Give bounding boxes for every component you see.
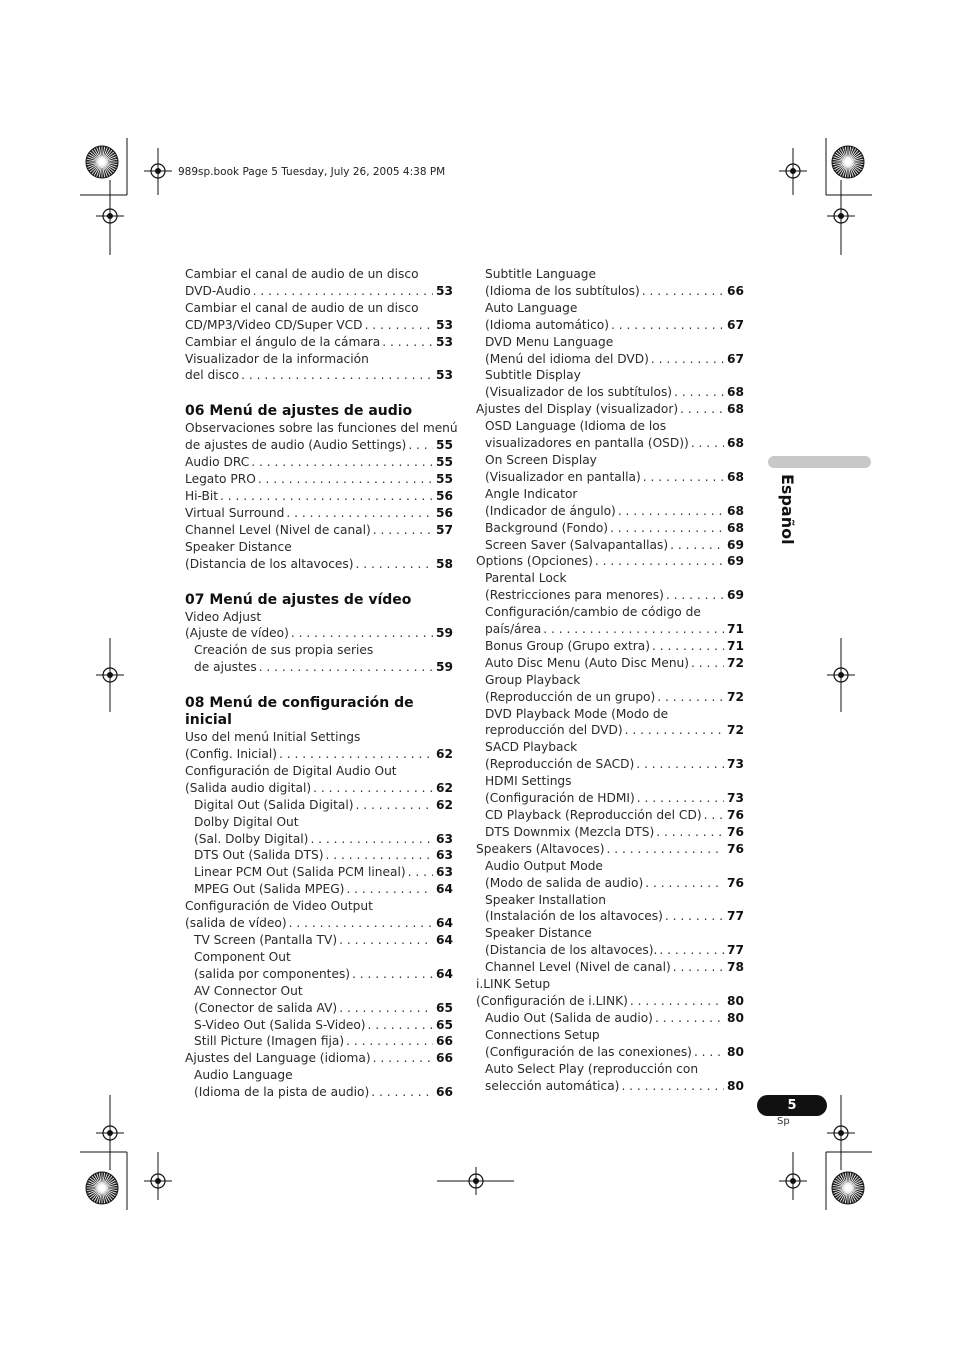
language-tab (768, 456, 871, 468)
toc-text-line: i.LINK Setup (476, 977, 551, 992)
toc-entry-page: 62 (436, 780, 453, 795)
dot-leader (220, 488, 433, 505)
toc-text-line: Component Out (194, 949, 291, 964)
toc-entry-title: de ajustes (194, 660, 257, 675)
toc-entry (185, 1017, 453, 1034)
toc-text-line: Group Playback (485, 672, 581, 687)
toc-entry-page: 56 (436, 505, 453, 520)
dot-leader (643, 469, 724, 486)
toc-entry (476, 875, 744, 892)
toc-entry-page: 71 (727, 638, 744, 653)
toc-text-line: HDMI Settings (485, 774, 572, 789)
toc-column-right (476, 266, 744, 1094)
toc-entry (185, 746, 453, 763)
toc-entry-page: 77 (727, 943, 744, 958)
toc-entry (476, 1044, 744, 1061)
dot-leader (356, 556, 434, 573)
toc-entry-page: 64 (436, 916, 453, 931)
toc-text-line: Cambiar el canal de audio de un disco (185, 267, 419, 281)
toc-entry-title: (Configuración de i.LINK) (476, 993, 628, 1008)
toc-entry-title: visualizadores en pantalla (OSD)) (485, 436, 689, 451)
toc-entry-page: 69 (727, 588, 744, 603)
toc-entry (476, 824, 744, 841)
toc-entry-title: (Visualizador de los subtítulos) (485, 385, 673, 400)
toc-entry-title: CD Playback (Reproducción del CD) (485, 808, 702, 822)
toc-entry-title: Linear PCM Out (Salida PCM lineal) (194, 865, 406, 880)
toc-entry-page: 64 (436, 966, 453, 981)
toc-entry-page: 68 (727, 503, 744, 518)
toc-entry (476, 587, 744, 604)
toc-entry-title: Digital Out (Salida Digital) (194, 797, 354, 812)
dot-leader (691, 655, 724, 672)
dot-leader (241, 367, 433, 384)
toc-entry-page: 73 (727, 791, 744, 806)
toc-entry-page: 65 (436, 1000, 453, 1015)
toc-entry (185, 780, 453, 797)
dot-leader (258, 471, 433, 488)
toc-entry (185, 317, 453, 334)
toc-entry (185, 454, 453, 471)
toc-entry-page: 72 (727, 723, 744, 738)
dot-leader (371, 1084, 433, 1101)
toc-text-line: Subtitle Language (485, 267, 597, 281)
toc-entry-title: (Visualizador en pantalla) (485, 469, 641, 484)
dot-leader (310, 831, 433, 848)
toc-entry-title: (Restricciones para menores) (485, 588, 664, 603)
toc-entry (476, 689, 744, 706)
toc-entry-page: 68 (727, 520, 744, 535)
toc-entry (476, 469, 744, 486)
toc-entry (185, 966, 453, 983)
toc-entry-page: 55 (436, 472, 453, 487)
toc-entry-page: 78 (727, 960, 744, 975)
toc-column-left (185, 266, 458, 1101)
section-heading: 07 Menú de ajustes de vídeo (185, 591, 412, 608)
toc-entry (476, 1010, 744, 1027)
toc-entry (185, 522, 453, 539)
toc-entry (185, 488, 453, 505)
toc-entry-title: (Distancia de los altavoces). (485, 943, 658, 958)
toc-text-line: Cambiar el canal de audio de un disco (185, 300, 419, 315)
toc-entry-page: 77 (727, 909, 744, 924)
toc-entry-title: Hi-Bit (185, 488, 219, 503)
toc-entry-page: 53 (436, 283, 453, 298)
toc-entry-page: 55 (436, 455, 453, 470)
toc-text-line: Video Adjust (185, 609, 262, 624)
toc-text-line: Speaker Distance (485, 926, 592, 941)
toc-text-line: Subtitle Display (485, 368, 581, 383)
dot-leader (291, 625, 433, 642)
toc-entry-title: Ajustes del Display (visualizador) (476, 402, 679, 417)
toc-entry-title: Screen Saver (Salvapantallas) (485, 537, 669, 552)
dot-leader (625, 722, 724, 739)
toc-entry-page: 59 (436, 660, 453, 675)
dot-leader (694, 1044, 724, 1061)
toc-entry (476, 283, 744, 300)
toc-entry (185, 797, 453, 814)
toc-entry (476, 435, 744, 452)
dot-leader (326, 847, 433, 864)
dot-leader (670, 537, 724, 554)
toc-entry-title: de ajustes de audio (Audio Settings) (185, 438, 407, 453)
dot-leader (595, 553, 724, 570)
toc-entry (476, 520, 744, 537)
page-number: 5 (757, 1095, 827, 1116)
toc-text-line: Configuración/cambio de código de (485, 605, 701, 620)
toc-text-line: Uso del menú Initial Settings (185, 730, 361, 745)
toc-entry-title: Cambiar el ángulo de la cámara (185, 334, 381, 349)
dot-leader (251, 454, 433, 471)
toc-text-line: On Screen Display (485, 452, 597, 467)
toc-text-line: Speaker Distance (185, 539, 292, 554)
toc-entry-page: 55 (436, 438, 453, 453)
toc-entry-page: 59 (436, 626, 453, 641)
toc-entry (185, 1084, 453, 1101)
toc-entry (476, 756, 744, 773)
toc-entry (476, 655, 744, 672)
dot-leader (408, 864, 433, 881)
dot-leader (365, 317, 433, 334)
toc-entry-title: (Sal. Dolby Digital) (194, 831, 309, 846)
toc-entry-title: (Config. Inicial) (185, 747, 278, 762)
dot-leader (355, 797, 433, 814)
toc-entry-title: (Ajuste de vídeo) (185, 626, 289, 641)
toc-entry-title: Still Picture (Imagen fija) (194, 1034, 345, 1049)
toc-entry-title: (Indicador de ángulo) (485, 503, 616, 518)
toc-entry (476, 401, 744, 418)
toc-entry (185, 625, 453, 642)
toc-entry-title: (Menú del idioma del DVD) (485, 351, 649, 366)
toc-text-line: DVD Menu Language (485, 334, 614, 349)
toc-entry-page: 63 (436, 831, 453, 846)
toc-entry-page: 68 (727, 385, 744, 400)
toc-entry-page: 58 (436, 556, 453, 571)
toc-entry-title: S-Video Out (Salida S-Video) (194, 1017, 366, 1032)
toc-text-line: Audio Language (194, 1068, 293, 1083)
toc-entry (185, 283, 453, 300)
toc-entry (476, 841, 744, 858)
dot-leader (253, 283, 433, 300)
dot-leader (313, 780, 433, 797)
dot-leader (691, 435, 724, 452)
dot-leader (607, 841, 725, 858)
toc-entry (185, 437, 453, 454)
toc-text-line: Auto Language (485, 300, 578, 315)
toc-entry (476, 317, 744, 334)
toc-entry-page: 66 (436, 1034, 453, 1049)
toc-entry (476, 384, 744, 401)
toc-entry-page: 72 (727, 655, 744, 670)
dot-leader (656, 824, 724, 841)
toc-entry-page: 72 (727, 689, 744, 704)
toc-entry-page: 71 (727, 622, 744, 637)
toc-text-line: Auto Select Play (reproducción con (485, 1061, 699, 1076)
toc-entry (185, 556, 453, 573)
dot-leader (339, 932, 433, 949)
toc-entry-page: 68 (727, 469, 744, 484)
toc-entry-page: 76 (727, 824, 744, 839)
toc-entry-page: 62 (436, 747, 453, 762)
toc-entry-page: 64 (436, 933, 453, 947)
toc-text-line: Angle Indicator (485, 486, 578, 501)
toc-entry (476, 722, 744, 739)
dot-leader (704, 807, 724, 824)
toc-entry-title: (Idioma de la pista de audio) (194, 1085, 370, 1100)
page-sublabel: Sp (777, 1116, 790, 1127)
toc-entry-page: 76 (727, 875, 744, 890)
toc-entry-page: 80 (727, 1078, 744, 1093)
dot-leader (637, 790, 724, 807)
toc-entry-title: (Conector de salida AV) (194, 1000, 338, 1015)
dot-leader (651, 351, 724, 368)
toc-entry-title: reproducción del DVD) (485, 723, 623, 738)
toc-entry-page: 68 (727, 402, 744, 417)
toc-entry-title: país/área (485, 622, 542, 637)
toc-entry (185, 831, 453, 848)
toc-entry-title: DVD-Audio (185, 283, 251, 298)
section-heading: 08 Menú de configuración de inicial (185, 695, 414, 729)
toc-entry-title: (Instalación de los altavoces) (485, 909, 663, 924)
toc-entry (185, 659, 453, 676)
toc-text-line: Audio Output Mode (485, 858, 603, 873)
toc-entry-page: 66 (727, 283, 744, 298)
toc-entry-page: 80 (727, 1044, 744, 1059)
dot-leader (665, 908, 724, 925)
toc-entry (185, 915, 453, 932)
toc-entry-title: (Reproducción de SACD) (485, 757, 635, 772)
toc-entry-page: 66 (436, 1085, 453, 1100)
toc-entry-page: 56 (436, 488, 453, 503)
toc-entry-title: DTS Out (Salida DTS) (194, 848, 324, 863)
toc-text-line: Connections Setup (485, 1027, 600, 1042)
toc-entry-title: (salida de vídeo) (185, 916, 287, 931)
toc-text-line: Configuración de Video Output (185, 899, 373, 914)
toc-entry-page: 76 (727, 841, 744, 856)
dot-leader (368, 1017, 433, 1034)
toc-entry-page: 53 (436, 334, 453, 349)
toc-entry-title: (Reproducción de un grupo) (485, 689, 656, 704)
toc-text-line: Creación de sus propia series (194, 643, 374, 658)
toc-entry-title: Options (Opciones) (476, 554, 593, 569)
toc-entry (185, 1050, 453, 1067)
toc-entry-title: (Distancia de los altavoces) (185, 556, 354, 571)
toc-entry-title: Speakers (Altavoces) (476, 841, 605, 856)
toc-entry-page: 69 (727, 554, 744, 569)
toc-entry-page: 63 (436, 848, 453, 863)
toc-entry-title: del disco (185, 368, 240, 383)
toc-entry (185, 847, 453, 864)
section-heading: 06 Menú de ajustes de audio (185, 403, 413, 420)
toc-entry-page: 53 (436, 317, 453, 332)
dot-leader (657, 689, 724, 706)
dot-leader (674, 384, 724, 401)
toc-entry-title: Virtual Surround (185, 505, 285, 520)
toc-entry-page: 67 (727, 317, 744, 332)
toc-entry (476, 537, 744, 554)
toc-entry-page: 73 (727, 757, 744, 772)
toc-entry (476, 503, 744, 520)
language-label: Español (778, 474, 797, 545)
toc-text-line: Configuración de Digital Audio Out (185, 763, 397, 778)
dot-leader (339, 1000, 433, 1017)
toc-entry-title: Bonus Group (Grupo extra) (485, 638, 650, 653)
toc-entry-title: (Modo de salida de audio) (485, 875, 644, 890)
toc-entry (476, 959, 744, 976)
toc-entry (185, 1033, 453, 1050)
toc-text-line: Observaciones sobre las funciones del menú (185, 421, 458, 436)
dot-leader (621, 1078, 724, 1095)
dot-leader (259, 659, 433, 676)
toc-text-line: OSD Language (Idioma de los (485, 419, 667, 434)
toc-entry-title: CD/MP3/Video CD/Super VCD (185, 317, 363, 332)
toc-entry (476, 553, 744, 570)
toc-entry (476, 942, 744, 959)
toc-entry-title: Audio Out (Salida de audio) (485, 1010, 653, 1025)
toc-entry-title: (Configuración de HDMI) (485, 791, 635, 806)
toc-entry (185, 367, 453, 384)
toc-entry (476, 1078, 744, 1095)
dot-leader (352, 966, 433, 983)
dot-leader (659, 942, 724, 959)
dot-leader (680, 401, 724, 418)
toc-entry-title: DTS Downmix (Mezcla DTS) (485, 824, 655, 839)
dot-leader (610, 520, 724, 537)
toc-entry-page: 64 (436, 882, 453, 897)
dot-leader (630, 993, 724, 1010)
toc-entry (476, 638, 744, 655)
dot-leader (289, 915, 433, 932)
dot-leader (286, 505, 433, 522)
dot-leader (618, 503, 724, 520)
dot-leader (645, 875, 724, 892)
toc-text-line: Visualizador de la información (185, 351, 369, 366)
toc-entry (185, 932, 453, 949)
toc-text-line: AV Connector Out (194, 983, 303, 998)
page-header: 989sp.book Page 5 Tuesday, July 26, 2005 4:38 PM (178, 166, 446, 178)
toc-entry-title: (Salida audio digital) (185, 780, 312, 795)
toc-entry-title: TV Screen (Pantalla TV) (194, 933, 338, 947)
dot-leader (611, 317, 724, 334)
toc-entry (476, 807, 744, 824)
toc-entry-title: Channel Level (Nivel de canal) (485, 960, 671, 975)
toc-entry-title: (Configuración de las conexiones) (485, 1044, 692, 1059)
toc-text-line: Dolby Digital Out (194, 814, 299, 829)
toc-entry-page: 69 (727, 537, 744, 552)
toc-entry (185, 505, 453, 522)
toc-entry-page: 65 (436, 1017, 453, 1032)
toc-entry-page: 80 (727, 1010, 744, 1025)
toc-text-line: SACD Playback (485, 740, 578, 755)
dot-leader (666, 587, 724, 604)
dot-leader (636, 756, 724, 773)
toc-entry (185, 864, 453, 881)
dot-leader (346, 881, 433, 898)
toc-entry-page: 76 (727, 808, 744, 822)
toc-entry-page: 80 (727, 993, 744, 1008)
toc-entry-title: (Idioma automático) (485, 317, 609, 332)
toc-entry-title: selección automática) (485, 1078, 620, 1093)
toc-entry-page: 66 (436, 1051, 453, 1066)
toc-entry-page: 53 (436, 368, 453, 383)
toc-entry-title: Auto Disc Menu (Auto Disc Menu) (485, 655, 690, 670)
toc-entry-page: 62 (436, 797, 453, 812)
toc-entry (185, 334, 453, 351)
toc-entry (476, 908, 744, 925)
toc-entry (185, 1000, 453, 1017)
dot-leader (652, 638, 724, 655)
toc-entry (185, 471, 453, 488)
dot-leader (373, 1050, 433, 1067)
toc-text-line: Parental Lock (485, 571, 567, 586)
toc-text-line: Speaker Installation (485, 892, 606, 907)
dot-leader (346, 1033, 433, 1050)
toc-entry-page: 68 (727, 436, 744, 451)
toc-entry-title: Background (Fondo) (485, 520, 609, 535)
toc-entry-title: (salida por componentes) (194, 966, 351, 981)
dot-leader (655, 1010, 724, 1027)
toc-entry-page: 63 (436, 865, 453, 880)
toc-entry-title: Audio DRC (185, 455, 250, 470)
toc-entry-title: Legato PRO (185, 472, 256, 487)
toc-entry (185, 881, 453, 898)
toc-entry (476, 351, 744, 368)
dot-leader (382, 334, 433, 351)
dot-leader (673, 959, 724, 976)
toc-entry-title: (Idioma de los subtítulos) (485, 283, 640, 298)
toc-entry-page: 57 (436, 522, 453, 537)
toc-entry-title: Ajustes del Language (idioma) (185, 1051, 371, 1066)
toc-entry-title: MPEG Out (Salida MPEG) (194, 882, 345, 897)
dot-leader (642, 283, 724, 300)
dot-leader (373, 522, 433, 539)
toc-entry-title: Channel Level (Nivel de canal) (185, 522, 371, 537)
dot-leader (543, 621, 724, 638)
toc-entry (476, 790, 744, 807)
toc-entry-page: 67 (727, 351, 744, 366)
dot-leader (279, 746, 433, 763)
toc-text-line: DVD Playback Mode (Modo de (485, 706, 669, 721)
toc-entry (476, 993, 744, 1010)
dot-leader (408, 437, 433, 454)
toc-entry (476, 621, 744, 638)
